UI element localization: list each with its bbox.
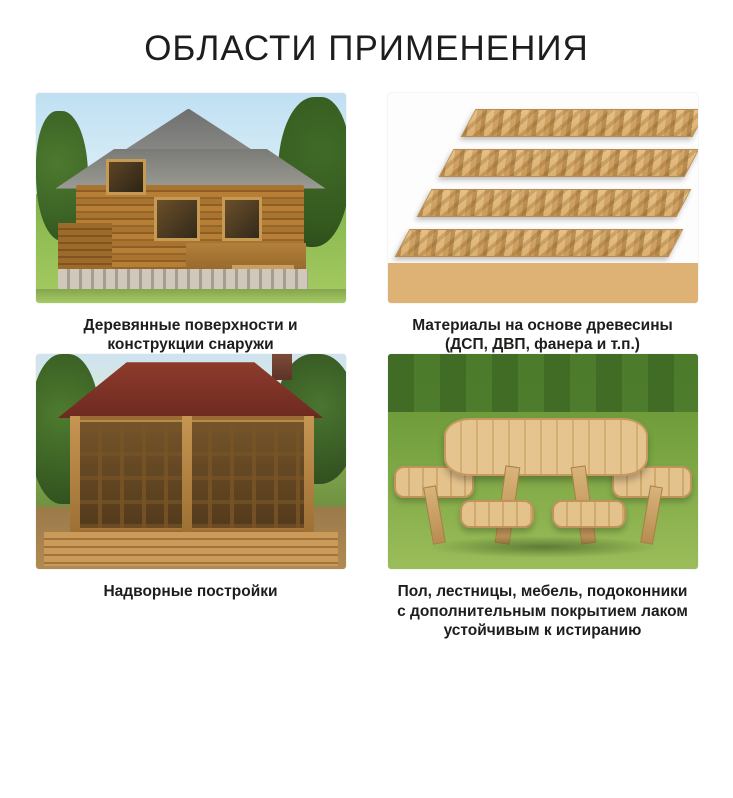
osb-sheet	[394, 229, 683, 257]
osb-sheet	[416, 189, 691, 217]
application-item-caption: Пол, лестницы, мебель, подоконники с дополнительным покрытием лаком устойчивым к истиранию	[397, 583, 688, 639]
gazebo-chimney	[272, 354, 292, 380]
osb-sheet	[460, 109, 697, 137]
table-ground-shadow	[428, 536, 658, 558]
wooden-log-house-photo	[36, 93, 346, 303]
wooden-picnic-table-photo	[388, 354, 698, 569]
wooden-gazebo-photo	[36, 354, 346, 569]
application-item-caption: Надворные постройки	[103, 583, 278, 601]
picnic-bench	[552, 500, 626, 528]
house-window-left	[154, 197, 200, 241]
house-window-upper	[106, 159, 146, 195]
house-window-right	[222, 197, 262, 241]
house-stone-base	[58, 269, 308, 289]
osb-chipboard-sheets-photo	[388, 93, 698, 303]
picnic-bench	[460, 500, 534, 528]
application-item	[378, 93, 708, 355]
bush-background	[388, 354, 698, 412]
gazebo-post	[70, 416, 80, 536]
page-title: ОБЛАСТИ ПРИМЕНЕНИЯ	[144, 29, 589, 68]
picnic-table-top	[444, 418, 648, 476]
osb-sheet	[438, 149, 697, 177]
application-item	[26, 354, 356, 640]
application-item	[378, 354, 708, 640]
lawn-shadow	[36, 289, 346, 303]
gazebo-post	[304, 416, 314, 536]
application-areas-grid	[0, 93, 733, 641]
gazebo-post	[182, 416, 192, 536]
gazebo-deck	[44, 532, 338, 566]
gazebo-lattice	[76, 422, 308, 528]
slide-areas-of-application	[0, 30, 733, 798]
application-item	[26, 93, 356, 355]
osb-sheet-surface	[388, 263, 698, 303]
application-item-caption: Материалы на основе древесины (ДСП, ДВП, фанера и т.п.)	[412, 316, 673, 353]
application-item-caption: Деревянные поверхности и конструкции снаружи	[83, 316, 298, 353]
